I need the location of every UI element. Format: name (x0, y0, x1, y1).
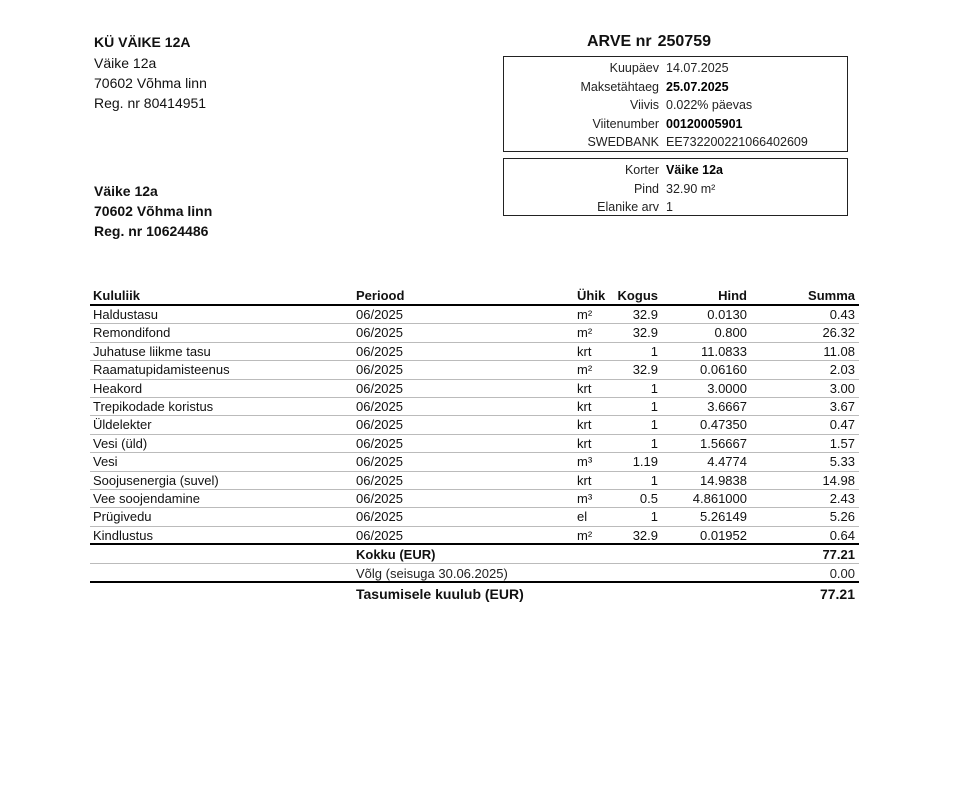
table-row (90, 508, 859, 526)
invoice-info-row (504, 96, 847, 115)
header-sum: Summa (808, 288, 855, 303)
cell-period: 06/2025 (356, 417, 403, 433)
table-row (90, 435, 859, 453)
table-row (90, 306, 859, 324)
invoice-info-label: Kuupäev (609, 61, 659, 75)
invoice-info-value: 00120005901 (666, 116, 743, 131)
table-row (90, 490, 859, 508)
cell-item: Haldustasu (93, 307, 159, 322)
cell-item: Vesi (93, 454, 118, 470)
sender-reg: Reg. nr 80414951 (94, 95, 207, 111)
cell-sum: 26.32 (822, 325, 855, 341)
cell-period: 06/2025 (356, 509, 403, 525)
apartment-info-row (504, 198, 847, 217)
cell-sum: 0.43 (829, 307, 855, 322)
cell-unit: el (577, 509, 588, 525)
cell-qty: 32.9 (632, 307, 658, 322)
cell-qty: 1 (650, 509, 658, 525)
cell-qty: 1.19 (632, 454, 658, 470)
cell-item: Prügivedu (93, 509, 152, 525)
cell-qty: 32.9 (632, 325, 658, 341)
amount-due-row (90, 583, 859, 605)
cell-period: 06/2025 (356, 325, 403, 341)
table-header (90, 287, 859, 306)
invoice-title-label: ARVE nr (587, 33, 652, 50)
apartment-info-box (503, 158, 848, 216)
cell-unit: krt (577, 435, 592, 451)
apartment-info-label: Elanike arv (597, 200, 659, 214)
table-row (90, 398, 859, 416)
recipient-block (94, 181, 212, 241)
cell-item: Juhatuse liikme tasu (93, 343, 211, 359)
header-unit: Ühik (577, 288, 606, 303)
sender-city: 70602 Võhma linn (94, 75, 207, 91)
invoice-info-label: SWEDBANK (587, 135, 659, 149)
cell-period: 06/2025 (356, 454, 403, 470)
cell-price: 0.800 (714, 325, 747, 341)
recipient-city: 70602 Võhma linn (94, 203, 213, 219)
cell-period: 06/2025 (356, 472, 403, 488)
cell-unit: m² (577, 527, 593, 543)
subtotal-label: Kokku (EUR) (356, 547, 436, 563)
cell-unit: krt (577, 398, 592, 414)
cell-qty: 32.9 (632, 362, 658, 378)
apartment-info-value: 1 (666, 200, 673, 214)
cell-period: 06/2025 (356, 307, 403, 322)
table-row (90, 416, 859, 434)
invoice-info-row (504, 59, 847, 78)
sender-block (94, 32, 207, 113)
cell-period: 06/2025 (356, 398, 403, 414)
cell-sum: 1.57 (829, 435, 855, 451)
cell-item: Trepikodade koristus (93, 398, 214, 414)
table-row (90, 324, 859, 342)
invoice-title (587, 30, 711, 54)
cell-price: 0.47350 (700, 417, 747, 433)
cell-qty: 1 (650, 435, 658, 451)
cell-sum: 5.26 (829, 509, 855, 525)
cell-sum: 11.08 (823, 343, 855, 359)
cell-item: Vesi (üld) (93, 435, 148, 451)
cell-sum: 3.00 (829, 380, 855, 396)
recipient-reg: Reg. nr 10624486 (94, 223, 209, 239)
cell-period: 06/2025 (356, 527, 403, 543)
sender-street: Väike 12a (94, 55, 157, 71)
header-qty: Kogus (617, 288, 658, 303)
invoice-info-value: 14.07.2025 (666, 61, 729, 75)
cell-qty: 1 (650, 472, 658, 488)
cell-qty: 1 (650, 398, 658, 414)
table-row (90, 453, 859, 471)
cell-sum: 14.98 (822, 472, 855, 488)
apartment-info-label: Korter (624, 163, 659, 177)
cell-unit: m² (577, 362, 593, 378)
cell-sum: 0.47 (829, 417, 855, 433)
debt-value: 0.00 (829, 566, 855, 582)
apartment-info-value: 32.90 m² (666, 181, 716, 196)
cell-sum: 2.03 (829, 362, 855, 378)
cell-price: 1.56667 (700, 435, 747, 451)
cell-period: 06/2025 (356, 380, 403, 396)
cell-price: 3.6667 (707, 398, 747, 414)
table-row (90, 527, 859, 545)
cell-period: 06/2025 (356, 343, 403, 359)
cell-item: Soojusenergia (suvel) (93, 472, 219, 488)
cell-unit: m² (577, 325, 593, 341)
cell-period: 06/2025 (356, 490, 403, 506)
invoice-info-row (504, 78, 847, 97)
cell-unit: krt (577, 343, 592, 359)
cell-unit: m² (577, 307, 593, 322)
table-row (90, 472, 859, 490)
amount-due-value: 77.21 (819, 586, 855, 603)
invoice-info-value: 25.07.2025 (666, 79, 729, 94)
cell-qty: 1 (650, 343, 658, 359)
amount-due-label: Tasumisele kuulub (EUR) (356, 586, 524, 603)
apartment-info-row (504, 180, 847, 199)
invoice-info-label: Maksetähtaeg (580, 79, 659, 94)
cell-qty: 1 (650, 380, 658, 396)
debt-row (90, 564, 859, 583)
cell-qty: 1 (650, 417, 658, 433)
cell-item: Üldelekter (93, 417, 152, 433)
invoice-info-label: Viivis (630, 98, 659, 112)
cell-price: 0.06160 (700, 362, 747, 378)
cell-unit: krt (577, 472, 592, 488)
cell-qty: 32.9 (632, 527, 658, 543)
cell-unit: krt (577, 417, 592, 433)
header-price: Hind (718, 288, 747, 303)
cell-item: Raamatupidamisteenus (93, 362, 230, 378)
cell-sum: 2.43 (829, 490, 855, 506)
cell-period: 06/2025 (356, 435, 403, 451)
cell-sum: 3.67 (829, 398, 855, 414)
cell-unit: m³ (577, 454, 593, 470)
cell-item: Vee soojendamine (93, 490, 200, 506)
invoice-info-row (504, 115, 847, 134)
invoice-info-value: 0.022% päevas (666, 98, 753, 112)
sender-name: KÜ VÄIKE 12A (94, 34, 191, 50)
cell-price: 0.01952 (700, 527, 747, 543)
charges-table (90, 287, 859, 605)
cell-unit: m³ (577, 490, 593, 506)
debt-label: Võlg (seisuga 30.06.2025) (356, 566, 508, 582)
invoice-info-value: EE732200221066402609 (666, 135, 808, 149)
invoice-info-row (504, 133, 847, 152)
cell-sum: 0.64 (829, 527, 855, 543)
cell-price: 4.4774 (707, 454, 747, 470)
table-row (90, 380, 859, 398)
subtotal-value: 77.21 (822, 547, 855, 563)
cell-item: Heakord (93, 380, 143, 396)
apartment-info-row (504, 161, 847, 180)
header-period: Periood (356, 288, 405, 303)
apartment-info-value: Väike 12a (666, 163, 723, 177)
invoice-info-box (503, 56, 848, 152)
cell-price: 0.0130 (707, 307, 747, 322)
invoice-info-label: Viitenumber (592, 116, 659, 131)
cell-price: 4.861000 (692, 490, 747, 506)
table-row (90, 343, 859, 361)
cell-item: Remondifond (93, 325, 171, 341)
table-row (90, 361, 859, 379)
recipient-street: Väike 12a (94, 183, 158, 199)
cell-item: Kindlustus (93, 527, 153, 543)
invoice-number: 250759 (657, 33, 711, 50)
cell-qty: 0.5 (639, 490, 658, 506)
cell-unit: krt (577, 380, 592, 396)
apartment-info-label: Pind (633, 181, 659, 196)
cell-price: 3.0000 (707, 380, 747, 396)
cell-sum: 5.33 (829, 454, 855, 470)
cell-period: 06/2025 (356, 362, 403, 378)
table-body (90, 306, 859, 545)
cell-price: 14.9838 (700, 472, 747, 488)
subtotal-row (90, 545, 859, 564)
header-item: Kululiik (93, 288, 140, 303)
cell-price: 11.0833 (700, 343, 747, 359)
cell-price: 5.26149 (700, 509, 747, 525)
